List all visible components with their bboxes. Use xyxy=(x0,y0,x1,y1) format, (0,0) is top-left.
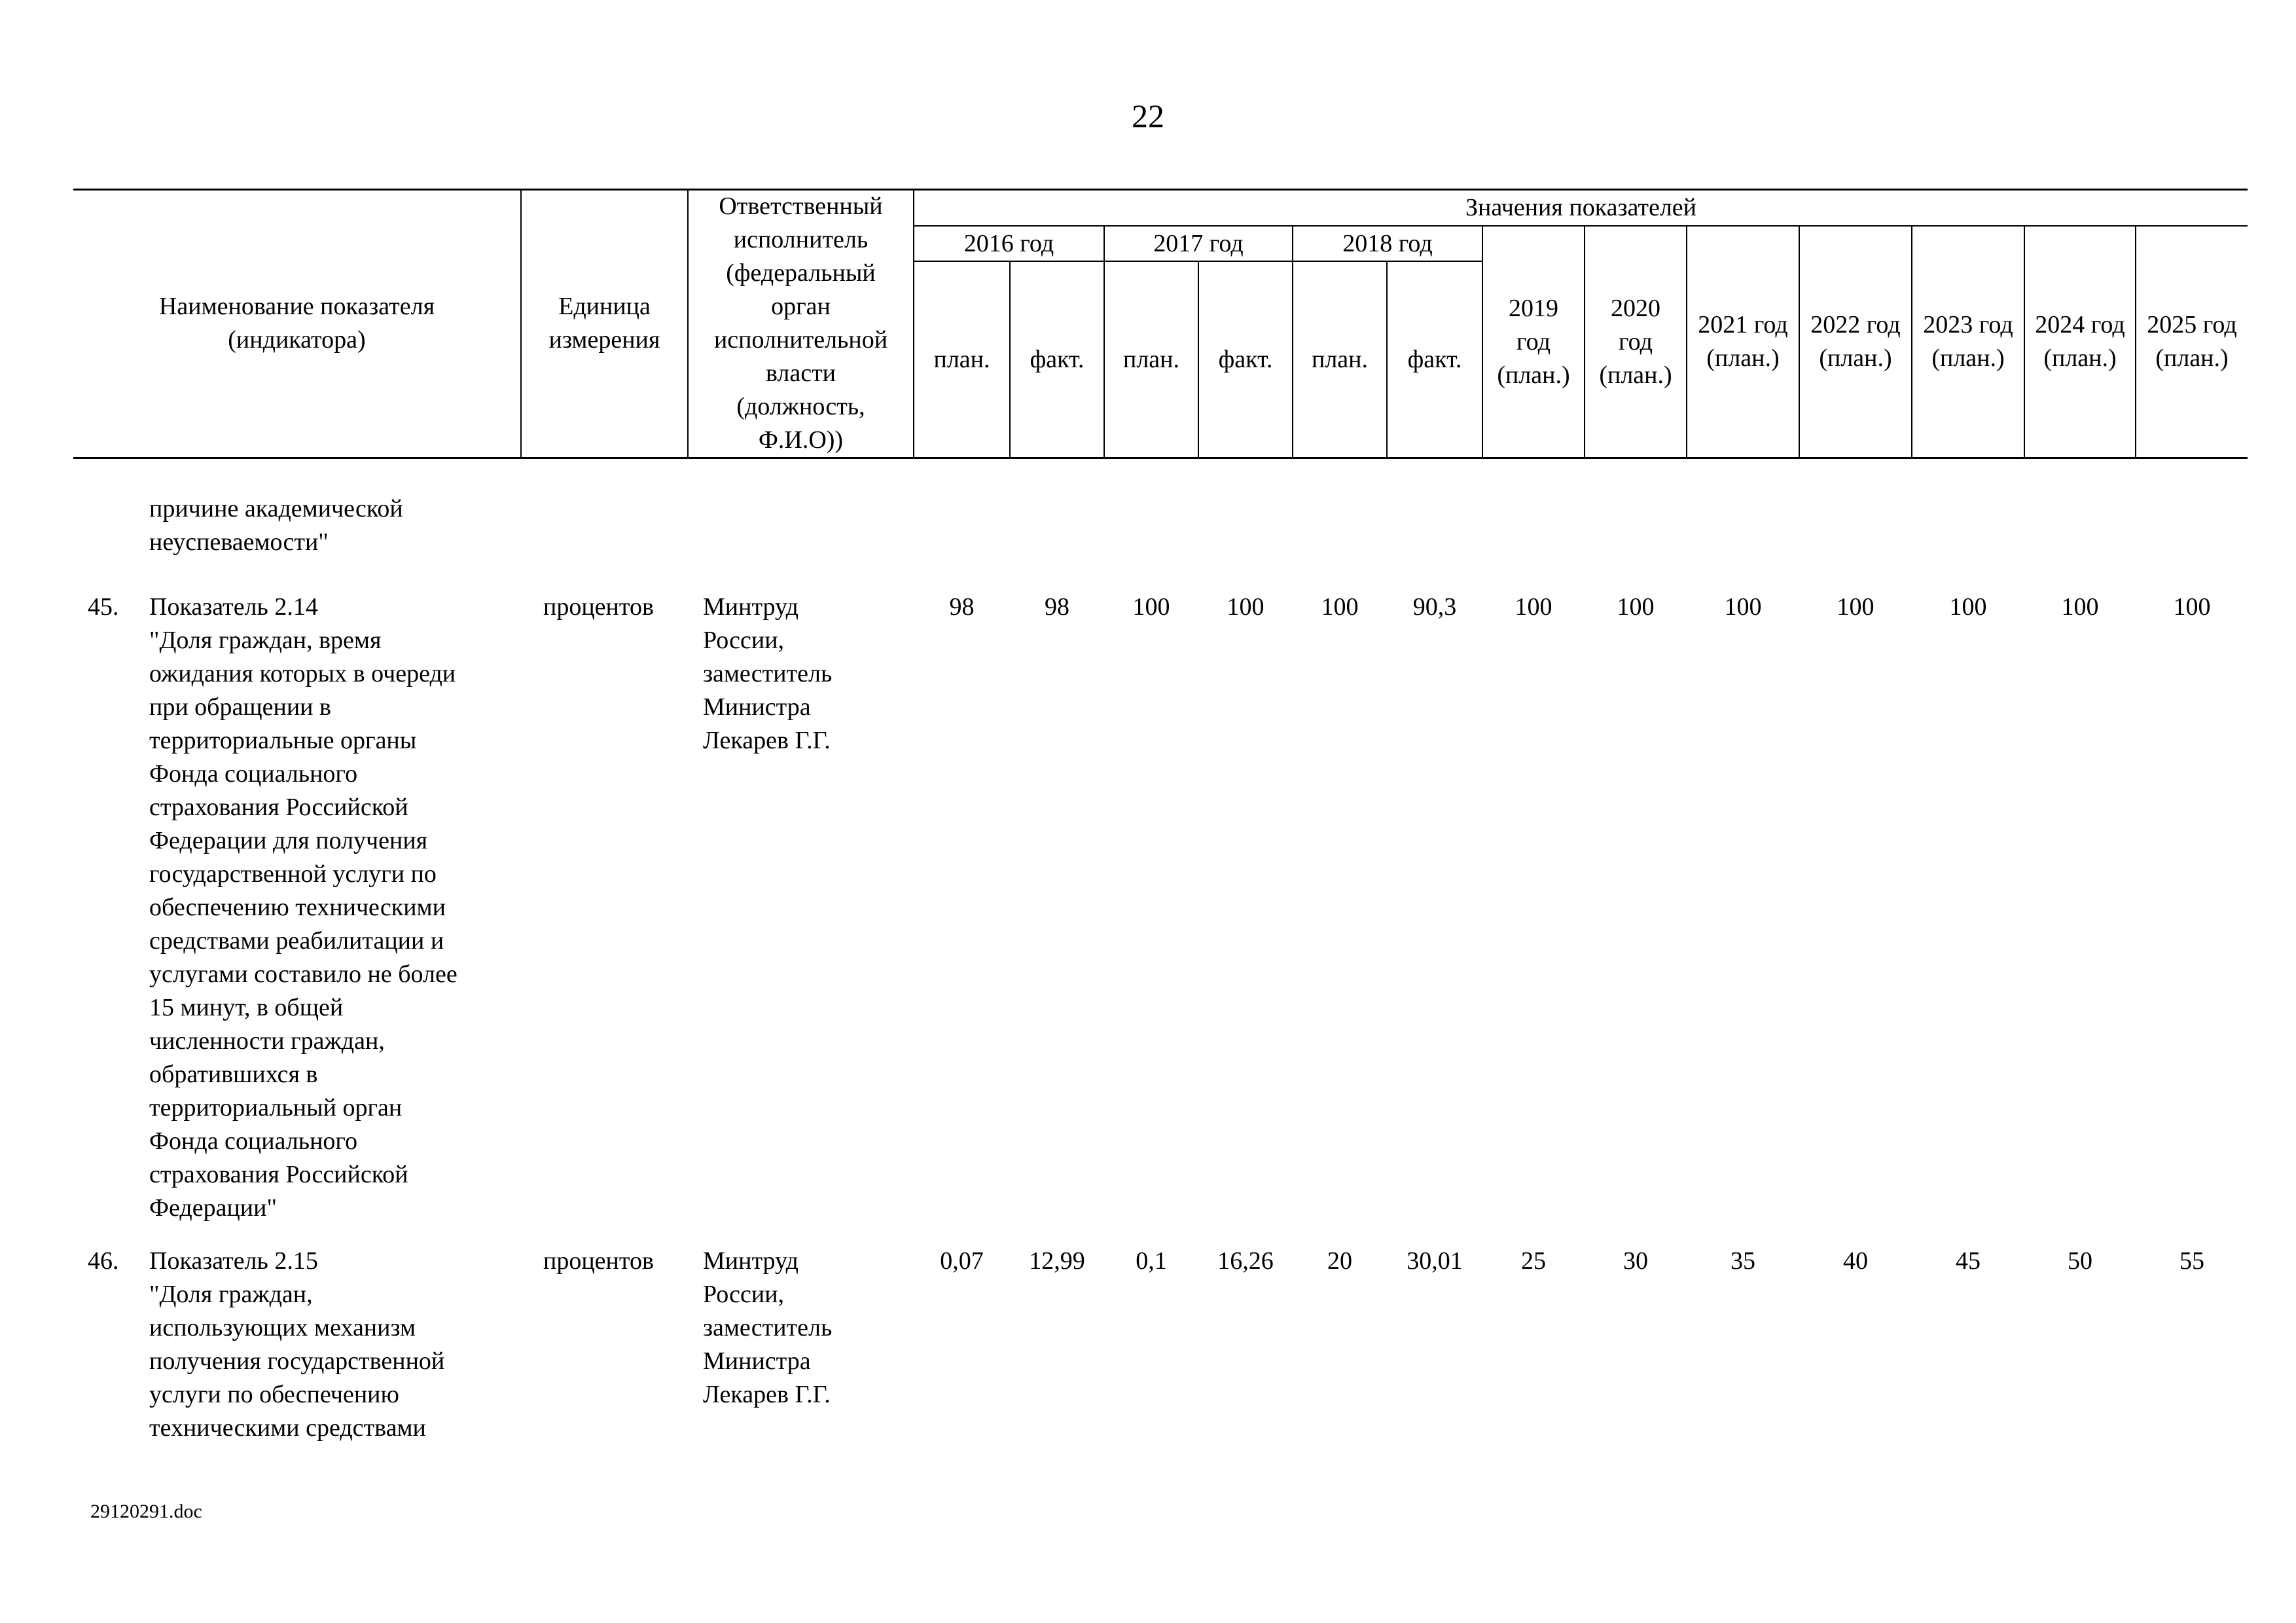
continuation-text: причине академической неуспеваемости" xyxy=(149,495,403,556)
indicator-name: Показатель 2.14 "Доля граждан, время ожидания которых в очереди при обращении в территориальные органы Фонда социального страхования Российской Федерации для получения государственной услуги по обеспечению техническими средствами реабилитации и услугами составило не более 15 минут, в общей численности граждан, обратившихся в территориальный орган Фонда социального страхования Российской Федерации" xyxy=(149,593,457,1222)
value-2018-fact: 30,01 xyxy=(1407,1247,1463,1275)
value-2021: 35 xyxy=(1731,1247,1755,1275)
value-2017-fact: 16,26 xyxy=(1217,1247,1274,1275)
indicator-name: Показатель 2.15 "Доля граждан, использующих механизм получения государственной услуги по обеспечению техническими средствами xyxy=(149,1247,445,1442)
row-number: 46. xyxy=(88,1247,119,1275)
header-2018-plan: план. xyxy=(1311,345,1368,373)
header-executor: Ответственный исполнитель (федеральный орган исполнительной власти (должность, Ф.И.О)) xyxy=(713,192,888,454)
value-2024: 100 xyxy=(2061,593,2099,621)
value-2024: 50 xyxy=(2068,1247,2092,1275)
value-2019: 25 xyxy=(1521,1247,1546,1275)
header-2016-fact: факт. xyxy=(1030,345,1085,373)
unit: процентов xyxy=(543,593,654,621)
executor: Минтруд России, заместитель Министра Лекарев Г.Г. xyxy=(703,1247,833,1408)
value-2023: 100 xyxy=(1949,593,1987,621)
value-2025: 100 xyxy=(2173,593,2211,621)
value-2016-plan: 98 xyxy=(949,593,975,621)
value-2017-plan: 100 xyxy=(1132,593,1170,621)
value-2023: 45 xyxy=(1956,1247,1981,1275)
header-bottom-rule xyxy=(73,457,2248,459)
header-year-2018: 2018 год xyxy=(1342,229,1433,257)
header-year-2024: 2024 год (план.) xyxy=(2035,311,2125,372)
value-2020: 30 xyxy=(1623,1247,1648,1275)
unit: процентов xyxy=(543,1247,654,1275)
value-2018-fact: 90,3 xyxy=(1412,593,1457,621)
header-year-2021: 2021 год (план.) xyxy=(1698,311,1788,372)
header-2016-plan: план. xyxy=(933,345,990,373)
header-values-title: Значения показателей xyxy=(1465,193,1696,221)
value-2017-fact: 100 xyxy=(1227,593,1265,621)
value-2019: 100 xyxy=(1515,593,1552,621)
value-2018-plan: 100 xyxy=(1321,593,1359,621)
value-2021: 100 xyxy=(1724,593,1762,621)
page-number: 22 xyxy=(1132,98,1164,134)
value-2022: 40 xyxy=(1843,1247,1868,1275)
value-2025: 55 xyxy=(2179,1247,2204,1275)
header-year-2017: 2017 год xyxy=(1153,229,1244,257)
header-year-2020: 2020 год (план.) xyxy=(1599,294,1672,389)
header-unit: Единица измерения xyxy=(548,293,660,354)
executor: Минтруд России, заместитель Министра Лекарев Г.Г. xyxy=(703,593,833,754)
header-year-2025: 2025 год (план.) xyxy=(2147,311,2237,372)
value-2020: 100 xyxy=(1617,593,1655,621)
value-2016-fact: 98 xyxy=(1045,593,1069,621)
row-number: 45. xyxy=(88,593,119,621)
header-2017-plan: план. xyxy=(1122,345,1179,373)
header-indicator-name: Наименование показателя (индикатора) xyxy=(158,293,435,354)
header-2018-fact: факт. xyxy=(1407,345,1462,373)
header-year-2016: 2016 год xyxy=(963,229,1054,257)
header-year-2019: 2019 год (план.) xyxy=(1497,294,1570,389)
value-2017-plan: 0,1 xyxy=(1136,1247,1167,1275)
header-year-2023: 2023 год (план.) xyxy=(1923,311,2013,372)
header-year-2022: 2022 год (план.) xyxy=(1810,311,1901,372)
document-id: 29120291.doc xyxy=(90,1501,202,1522)
header-2017-fact: факт. xyxy=(1218,345,1273,373)
value-2022: 100 xyxy=(1837,593,1874,621)
value-2018-plan: 20 xyxy=(1327,1247,1352,1275)
value-2016-plan: 0,07 xyxy=(940,1247,984,1275)
value-2016-fact: 12,99 xyxy=(1029,1247,1085,1275)
